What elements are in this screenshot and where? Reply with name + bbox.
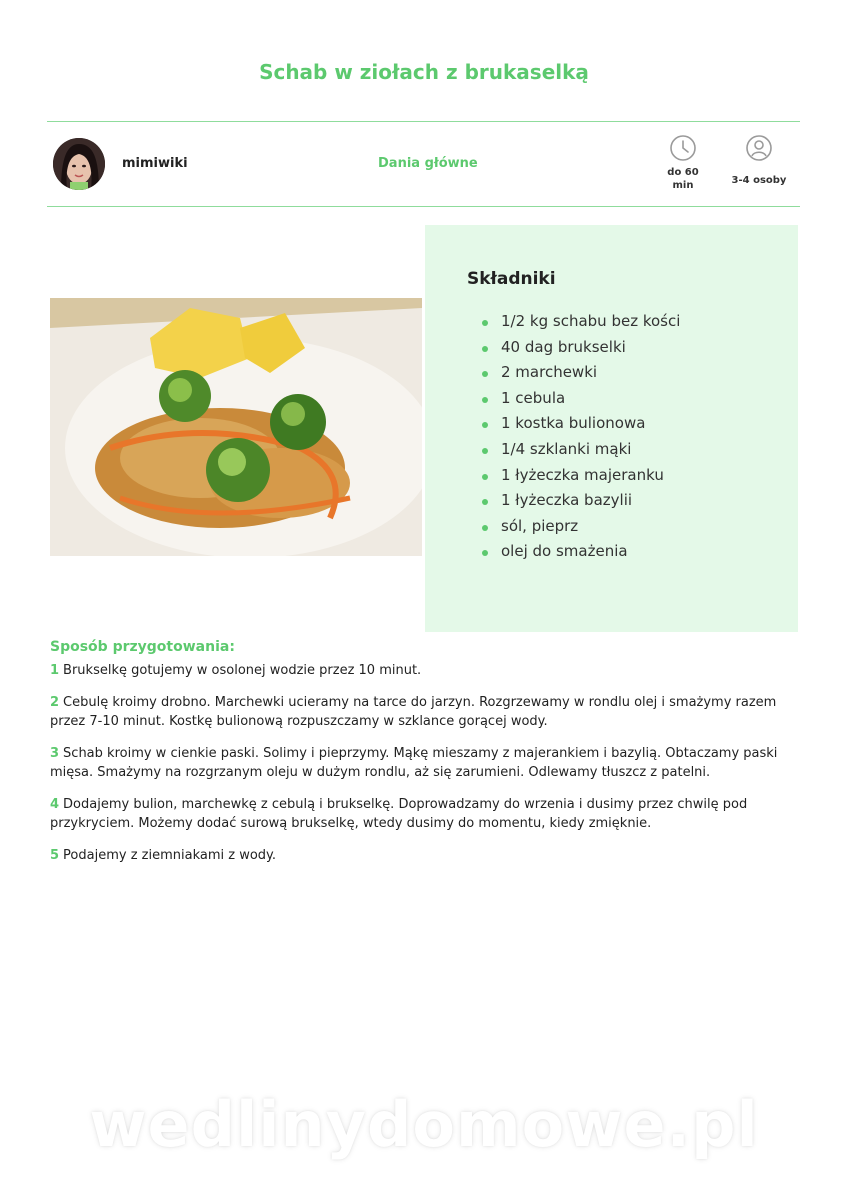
- clock-icon: [669, 134, 697, 162]
- step-text: Dodajemy bulion, marchewkę z cebulą i brukselkę. Doprowadzamy do wrzenia i dusimy przez chwilę pod przykryciem. Możemy dodać surową brukselkę, wtedy dusimy do momentu, kiedy zmięknie.: [50, 797, 748, 831]
- ingredient-item: sól, pieprz: [501, 514, 680, 540]
- step-text: Podajemy z ziemniakami z wody.: [63, 848, 277, 863]
- ingredient-item: 1 łyżeczka bazylii: [501, 488, 680, 514]
- author-name[interactable]: mimiwiki: [122, 156, 188, 171]
- step-number: 1: [50, 663, 60, 678]
- step-number: 4: [50, 797, 60, 812]
- ingredient-item: 1 cebula: [501, 386, 680, 412]
- category-link[interactable]: Dania główne: [378, 156, 478, 171]
- user-icon: [745, 134, 773, 162]
- method-step: [50, 693, 800, 731]
- ingredient-item: olej do smażenia: [501, 539, 680, 565]
- watermark: wedlinydomowe.pl: [89, 1088, 759, 1161]
- ingredient-item: 1/2 kg schabu bez kości: [501, 309, 680, 335]
- avatar-portrait-icon: [53, 138, 105, 190]
- method-title: Sposób przygotowania:: [50, 639, 235, 655]
- ingredients-title: Składniki: [467, 269, 556, 289]
- servings: 3-4 osoby: [731, 175, 787, 186]
- method-step: [50, 744, 800, 782]
- author-avatar[interactable]: [53, 138, 105, 190]
- step-text: Cebulę kroimy drobno. Marchewki ucieramy na tarce do jarzyn. Rozgrzewamy w rondlu olej i smażymy razem przez 7-10 minut. Kostkę bulionową rozpuszczamy w szklance gorącej wody.: [50, 695, 777, 729]
- method-step: [50, 661, 800, 680]
- ingredient-item: 1 łyżeczka majeranku: [501, 463, 680, 489]
- ingredients-list: [501, 309, 680, 565]
- divider-bottom: [47, 206, 800, 207]
- prep-time-unit: min: [672, 180, 694, 191]
- dish-photo-icon: [50, 298, 422, 556]
- method-step: [50, 795, 800, 833]
- method-steps: [50, 661, 800, 878]
- ingredient-item: 40 dag brukselki: [501, 335, 680, 361]
- method-step: [50, 846, 800, 865]
- step-number: 2: [50, 695, 60, 710]
- ingredients-panel: [425, 225, 798, 632]
- divider-top: [47, 121, 800, 122]
- prep-time: [660, 166, 706, 192]
- step-number: 5: [50, 848, 60, 863]
- ingredient-item: 2 marchewki: [501, 360, 680, 386]
- prep-time-value: do 60: [667, 167, 699, 178]
- ingredient-item: 1/4 szklanki mąki: [501, 437, 680, 463]
- step-number: 3: [50, 746, 60, 761]
- ingredient-item: 1 kostka bulionowa: [501, 411, 680, 437]
- step-text: Brukselkę gotujemy w osolonej wodzie przez 10 minut.: [63, 663, 422, 678]
- recipe-photo: [50, 298, 422, 556]
- recipe-title: Schab w ziołach z brukaselką: [259, 60, 589, 84]
- step-text: Schab kroimy w cienkie paski. Solimy i pieprzymy. Mąkę mieszamy z majerankiem i bazylią. Obtaczamy paski mięsa. Smażymy na rozgrzanym oleju w dużym rondlu, aż się zarumieni. Odlewamy tłuszcz z patelni.: [50, 746, 778, 780]
